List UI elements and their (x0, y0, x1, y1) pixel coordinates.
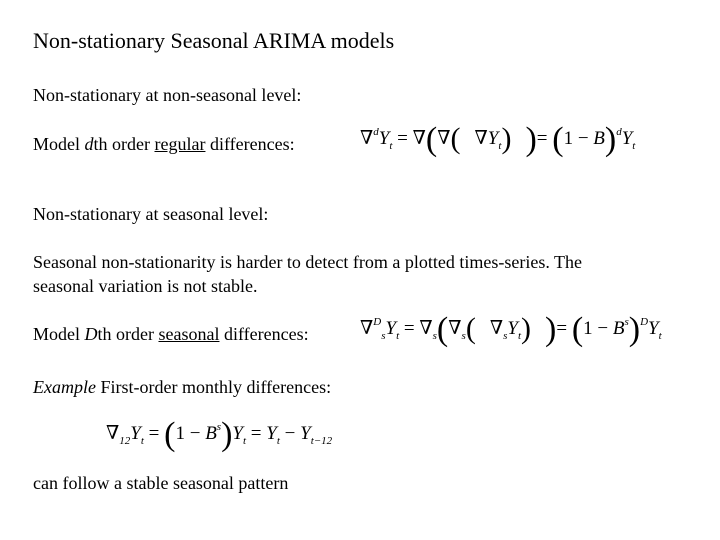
model-suffix: differences: (219, 324, 309, 344)
order-variable: D (84, 324, 98, 344)
paragraph-line-2: seasonal variation is not stable. (33, 276, 258, 296)
regular-differences-label (33, 133, 295, 155)
seasonal-emphasis: seasonal (158, 324, 220, 344)
model-mid: th order (93, 134, 155, 154)
section-heading-seasonal: Non-stationary at seasonal level: (33, 204, 269, 224)
section-heading-nonseasonal: Non-stationary at non-seasonal level: (33, 85, 302, 105)
example-label: Example (33, 377, 96, 397)
page-title: Non-stationary Seasonal ARIMA models (33, 28, 395, 53)
example-text: First-order monthly differences: (95, 377, 332, 397)
model-prefix: Model (33, 134, 85, 154)
regular-emphasis: regular (154, 134, 206, 154)
regular-difference-equation: $\nabla^dY_t$ = ∇(∇( $\nabla Y_t$) )= $(1 - B)^dY_t$ (360, 121, 636, 158)
seasonal-differences-label (33, 323, 309, 345)
model-prefix: Model (33, 324, 85, 344)
order-variable: d (84, 134, 94, 154)
model-suffix: differences: (205, 134, 295, 154)
seasonal-difference-equation: $\nabla^D_sY_t = \nabla_s(\nabla_s$( $\nabla_sY_t$) )= $(1 - B^s)^DY_t$ (360, 311, 662, 348)
paragraph-line-1: Seasonal non-stationarity is harder to detect from a plotted times-series. The (33, 252, 583, 272)
conclusion-text: can follow a stable seasonal pattern (33, 473, 289, 493)
model-mid: th order (97, 324, 159, 344)
monthly-difference-equation: $\nabla_{12}Y_t = (1 - B^s)Y_t = Y_t - Y_{t-12}$ (106, 416, 333, 453)
example-line (33, 376, 331, 398)
